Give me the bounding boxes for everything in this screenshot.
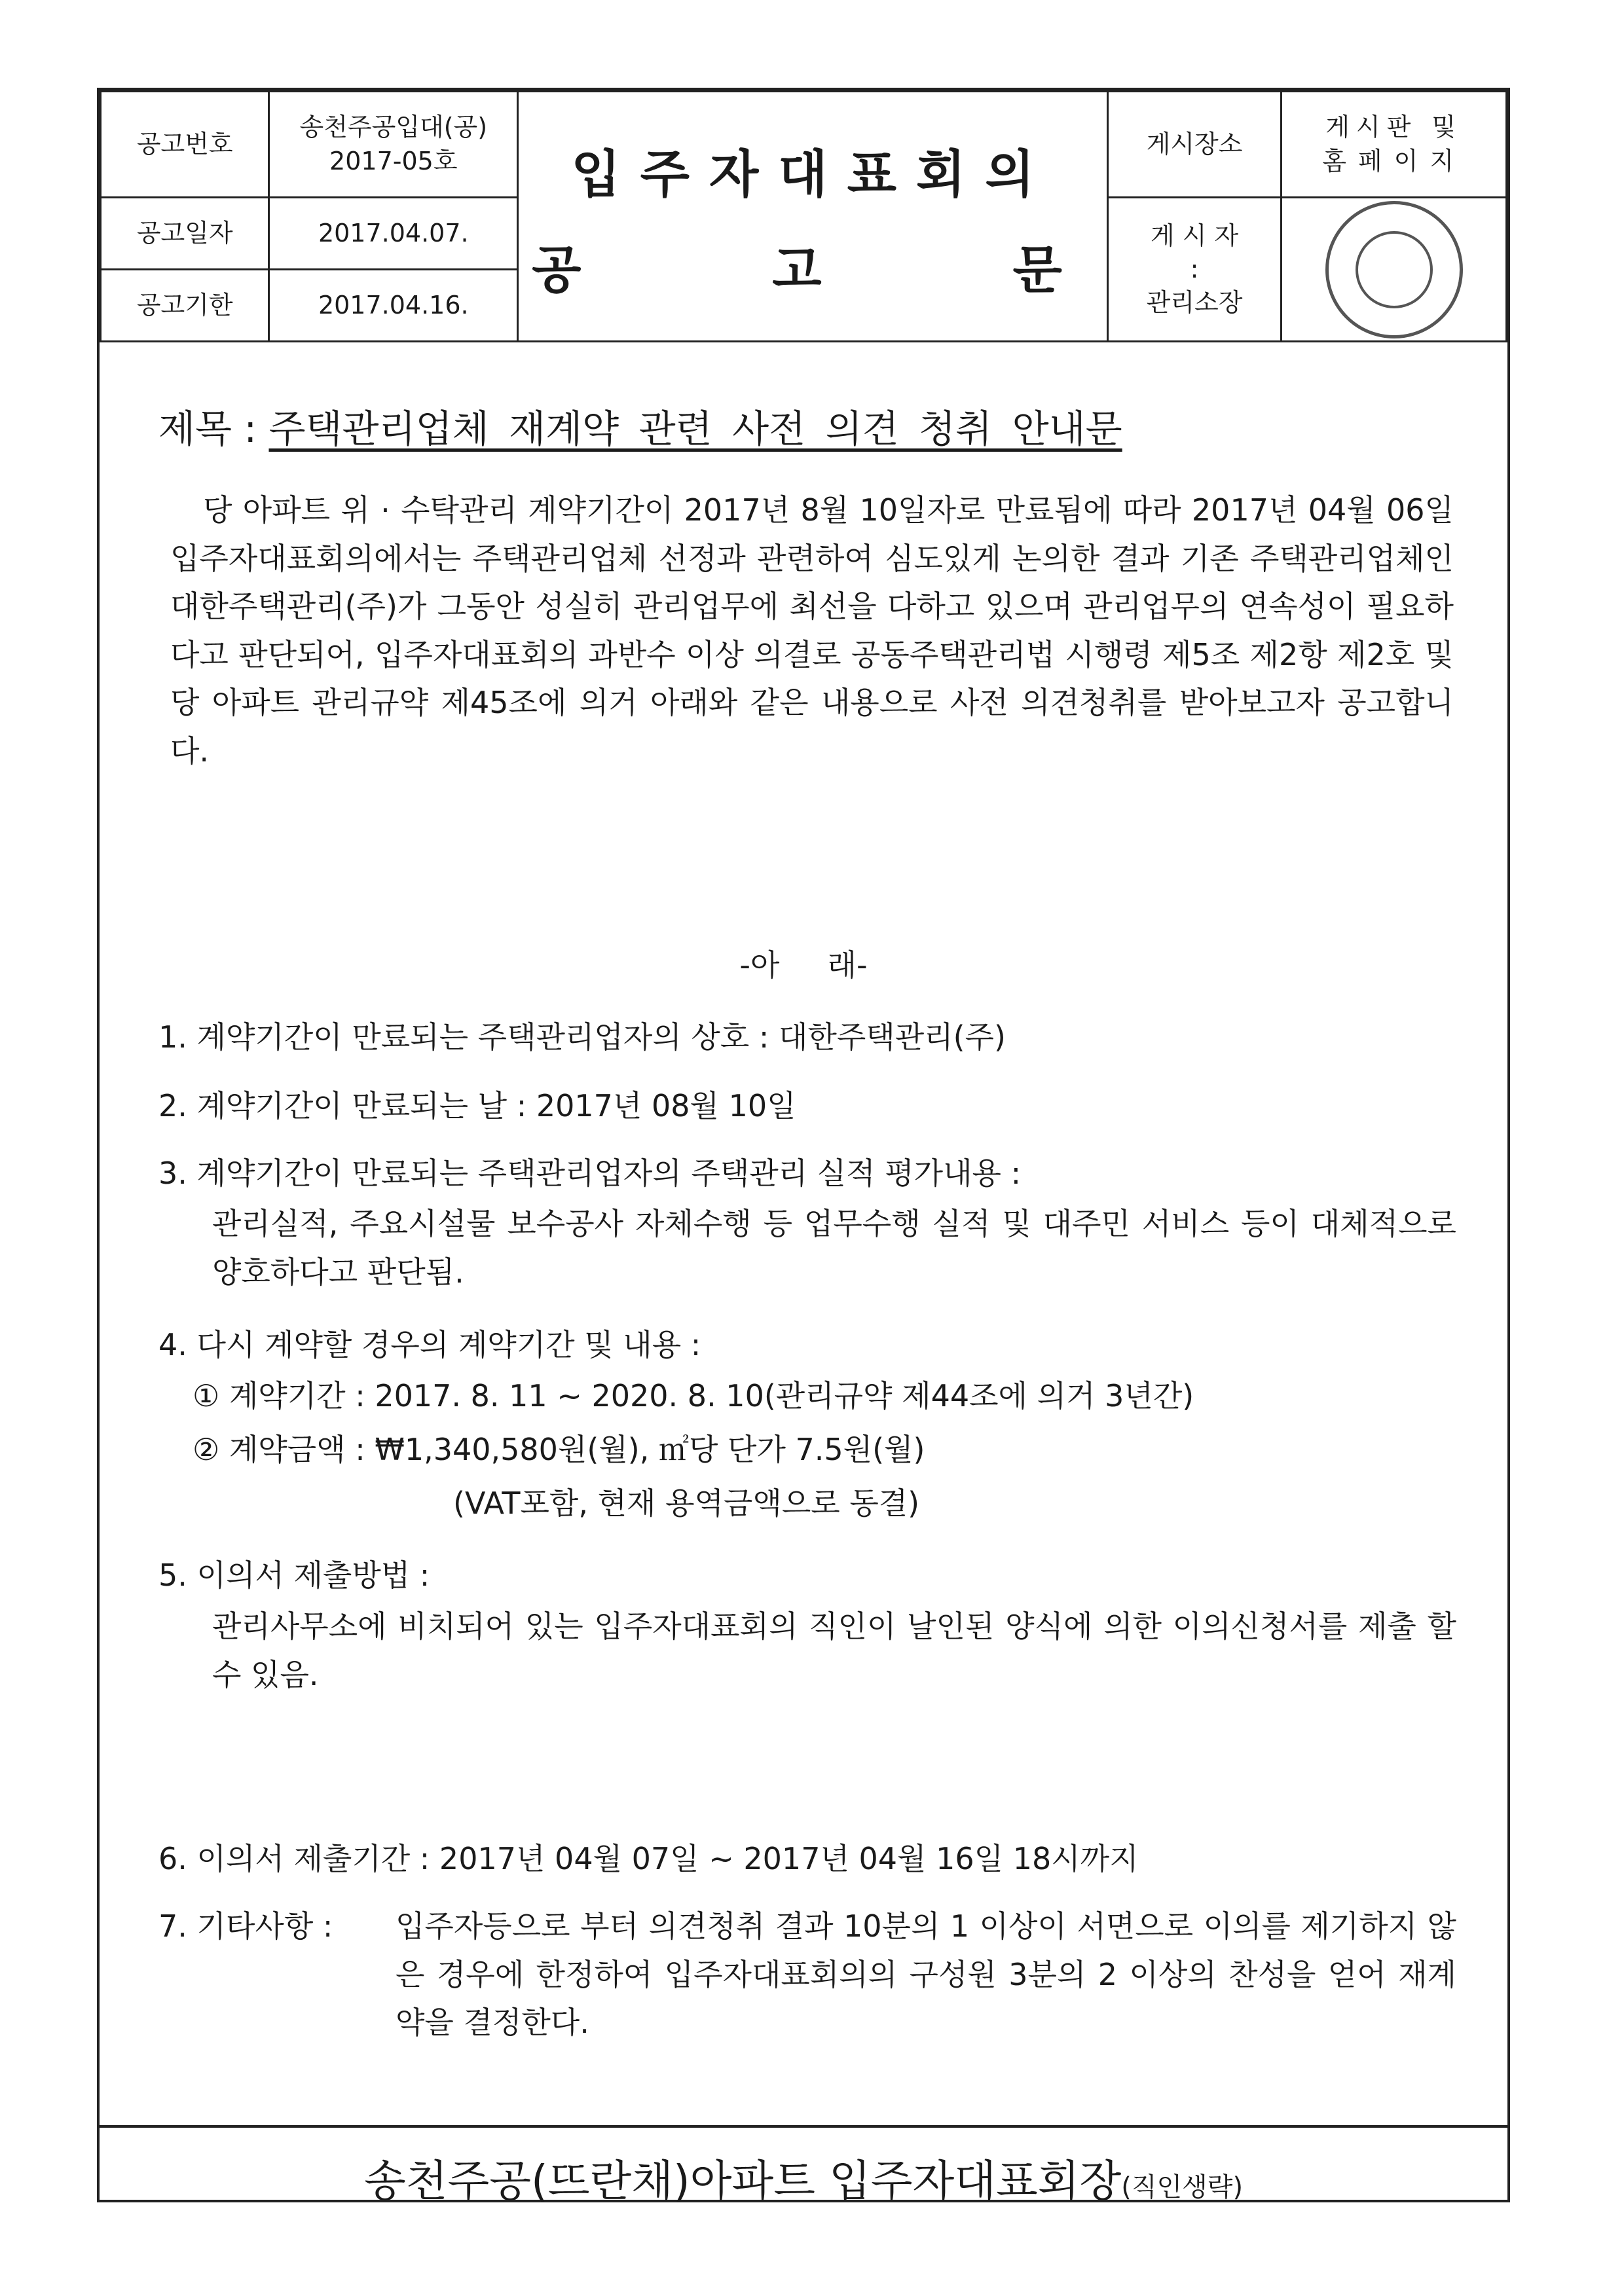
item-3-body: 관리실적, 주요시설물 보수공사 자체수행 등 업무수행 실적 및 대주민 서비스 등이 대체적으로 양호하다고 판단됨. (212, 1206, 1456, 1290)
footer-signature-line (100, 2128, 1507, 2208)
notice-period-label: 공고기한 (101, 270, 269, 342)
footer-signature: 송천주공(뜨란채)아파트 입주자대표회장 (363, 2156, 1122, 2206)
below-heading: -아 래- (739, 947, 868, 983)
poster-label-line2: : (1190, 254, 1199, 283)
notice-title (518, 92, 1108, 342)
posting-place-value (1282, 92, 1507, 198)
notice-title-line1: 입주자대표회의 (571, 145, 1054, 205)
poster-label-line1: 게 시 자 (1150, 221, 1239, 250)
official-seal-icon (1325, 201, 1463, 338)
item-2: 2. 계약기간이 만료되는 날 : 2017년 08월 10일 (158, 1088, 796, 1123)
item-6: 6. 이의서 제출기간 : 2017년 04월 07일 ~ 2017년 04월 16일 18시까지 (158, 1841, 1139, 1876)
poster-label-line3: 관리소장 (1146, 288, 1243, 318)
title-mun: 문 (1012, 240, 1082, 300)
notice-document (97, 88, 1510, 2206)
posting-place-value-line1: 게시판 및 (1325, 113, 1463, 142)
header-table (100, 90, 1507, 342)
poster-label (1107, 198, 1281, 342)
subject-title: 주택관리업체 재계약 관련 사전 의견 청취 안내문 (268, 407, 1122, 451)
footer (100, 2125, 1507, 2208)
seal-cell (1282, 198, 1507, 342)
item-4-c: (VAT포함, 현재 용역금액으로 동결) (453, 1485, 920, 1521)
title-gong: 공 (532, 240, 601, 300)
posting-place-label: 게시장소 (1107, 92, 1281, 198)
item-5-body: 관리사무소에 비치되어 있는 입주자대표회의 직인이 날인된 양식에 의한 이의신청서를 제출 할 수 있음. (212, 1609, 1456, 1692)
notice-no-value (269, 92, 518, 198)
notice-title-line2 (519, 236, 1107, 305)
title-go: 고 (772, 240, 841, 300)
notice-date-value: 2017.04.07. (269, 198, 518, 270)
notice-no-value-line2: 2017-05호 (329, 146, 458, 175)
notice-date-label: 공고일자 (101, 198, 269, 270)
notice-period-value: 2017.04.16. (269, 270, 518, 342)
subject (158, 398, 1122, 453)
item-7-body: 입주자등으로 부터 의견청취 결과 10분의 1 이상이 서면으로 이의를 제기하지 않은 경우에 한정하여 입주자대표회의의 구성원 3분의 2 이상의 찬성을 얻어 재계약을 결정한다. (396, 1908, 1456, 2041)
body-paragraph: 당 아파트 위 · 수탁관리 계약기간이 2017년 8월 10일자로 만료됨에 따라 2017년 04월 06일 입주자대표회의에서는 주택관리업체 선정과 관련하여 심도있게 논의한 결과 기존 주택관리업체인 대한주택관리(주)가 그동안 성실히 관리업무에 최선을 다하고 있으며 관리업무의 연속성이 필요하다고 판단되어, 입주자대표회의 과반수 이상 의결로 공동주택관리법 시행령 제5조 제2항 제2호 및 당 아파트 관리규약 제45조에 의거 아래와 같은 내용으로 사전 의견청취를 받아보고자 공고합니다. (170, 492, 1454, 769)
item-5-heading: 5. 이의서 제출방법 : (158, 1558, 430, 1593)
item-4-a: ① 계약기간 : 2017. 8. 11 ~ 2020. 8. 10(관리규약 제44조에 의거 3년간) (193, 1378, 1194, 1413)
notice-no-value-line1: 송천주공입대(공) (299, 113, 488, 142)
subject-label: 제목 : (158, 407, 257, 451)
item-3-heading: 3. 계약기간이 만료되는 주택관리업자의 주택관리 실적 평가내용 : (158, 1156, 1022, 1191)
item-4-b: ② 계약금액 : ₩1,340,580원(월), ㎡당 단가 7.5원(월) (193, 1432, 925, 1467)
footer-seal-note: (직인생략) (1121, 2172, 1244, 2202)
seal-inner-ring (1356, 231, 1433, 308)
notice-no-label: 공고번호 (101, 92, 269, 198)
item-1: 1. 계약기간이 만료되는 주택관리업자의 상호 : 대한주택관리(주) (158, 1019, 1006, 1055)
item-4-heading: 4. 다시 계약할 경우의 계약기간 및 내용 : (158, 1327, 701, 1362)
item-7-heading: 7. 기타사항 : (158, 1908, 333, 1944)
posting-place-value-line2: 홈페이지 (1322, 146, 1466, 175)
